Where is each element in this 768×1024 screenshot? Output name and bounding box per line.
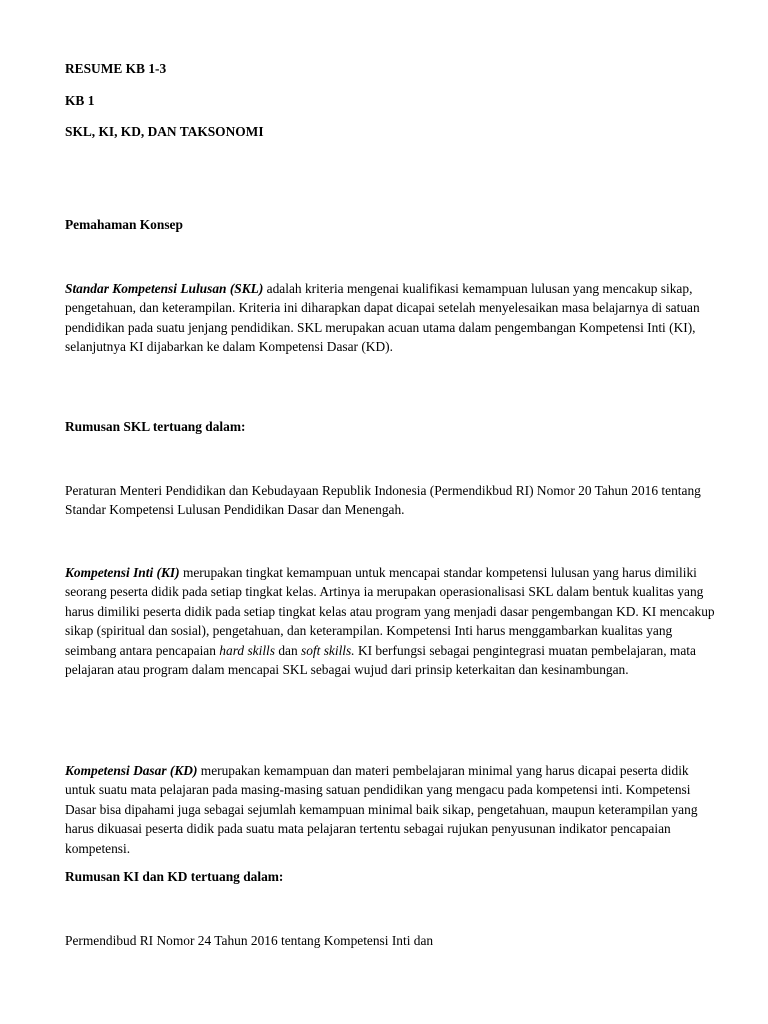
paragraph-ki-text-b: dan (274, 642, 302, 658)
document-subtitle: KB 1 (65, 93, 95, 108)
heading-rumusan-ki-kd: Rumusan KI dan KD tertuang dalam: (65, 869, 284, 884)
document-title: RESUME KB 1-3 (65, 61, 167, 76)
term-soft-skills: soft skills. (301, 642, 355, 658)
paragraph-kd (65, 761, 715, 858)
paragraph-ki (65, 563, 715, 679)
paragraph-skl-text: adalah kriteria mengenai kualifikasi kemampuan lulusan yang mencakup sikap, pengetahuan, dan keterampilan. Kriteria ini diharapkan dapat dicapai setelah menyelesaikan masa belajarnya di satuan pendidikan pada suatu jenjang pendidikan. SKL merupakan acuan utama dalam pengembangan Kompetensi Inti (KI), selanjutnya KI dijabarkan ke dalam Kompetensi Dasar (KD). (65, 281, 700, 355)
term-hard-skills: hard skills (219, 642, 275, 658)
section-heading: Pemahaman Konsep (65, 217, 183, 232)
paragraph-permendikbud-24: Permendibud RI Nomor 24 Tahun 2016 tentang Kompetensi Inti dan (65, 933, 434, 948)
paragraph-ki-text-a: merupakan tingkat kemampuan untuk mencapai standar kompetensi lulusan yang harus dimiliki seorang peserta didik pada setiap tingkat kelas. Artinya ia merupakan operasionalisasi SKL dalam bentuk kualitas yang harus dimiliki peserta didik pada setiap tingkat kelas atau program yang menjadi dasar pengembangan KD. KI mencakup sikap (spiritual dan sosial), pengetahuan, dan keterampilan. Kompetensi Inti harus menggambarkan kualitas yang seimbang antara pencapaian (65, 565, 715, 658)
paragraph-ki-text-c: KI berfungsi sebagai pengintegrasi muatan pembelajaran, mata pelajaran atau program dalam mencapai SKL sebagai wujud dari prinsip keterkaitan dan kesinambungan. (65, 642, 696, 678)
heading-rumusan-skl: Rumusan SKL tertuang dalam: (65, 419, 246, 434)
document-topic: SKL, KI, KD, DAN TAKSONOMI (65, 124, 264, 139)
paragraph-skl (65, 279, 715, 357)
term-kd: Kompetensi Dasar (KD) (65, 763, 198, 778)
paragraph-permendikbud-20: Peraturan Menteri Pendidikan dan Kebudayaan Republik Indonesia (Permendikbud RI) Nomor 20 Tahun 2016 tentang Standar Kompetensi Lulusan Pendidikan Dasar dan Menengah. (65, 483, 701, 518)
paragraph-kd-text: merupakan kemampuan dan materi pembelajaran minimal yang harus dicapai peserta didik untuk suatu mata pelajaran pada masing-masing satuan pendidikan yang mengacu pada kompetensi inti. Kompetensi Dasar bisa dipahami juga sebagai sejumlah kemampuan minimal baik sikap, pengetahuan, maupun keterampilan yang harus dikuasai peserta didik pada suatu mata pelajaran tertentu sebagai rujukan penyusunan indikator pencapaian kompetensi. (65, 763, 698, 856)
term-skl: Standar Kompetensi Lulusan (SKL) (65, 281, 264, 296)
term-ki: Kompetensi Inti (KI) (65, 565, 180, 580)
